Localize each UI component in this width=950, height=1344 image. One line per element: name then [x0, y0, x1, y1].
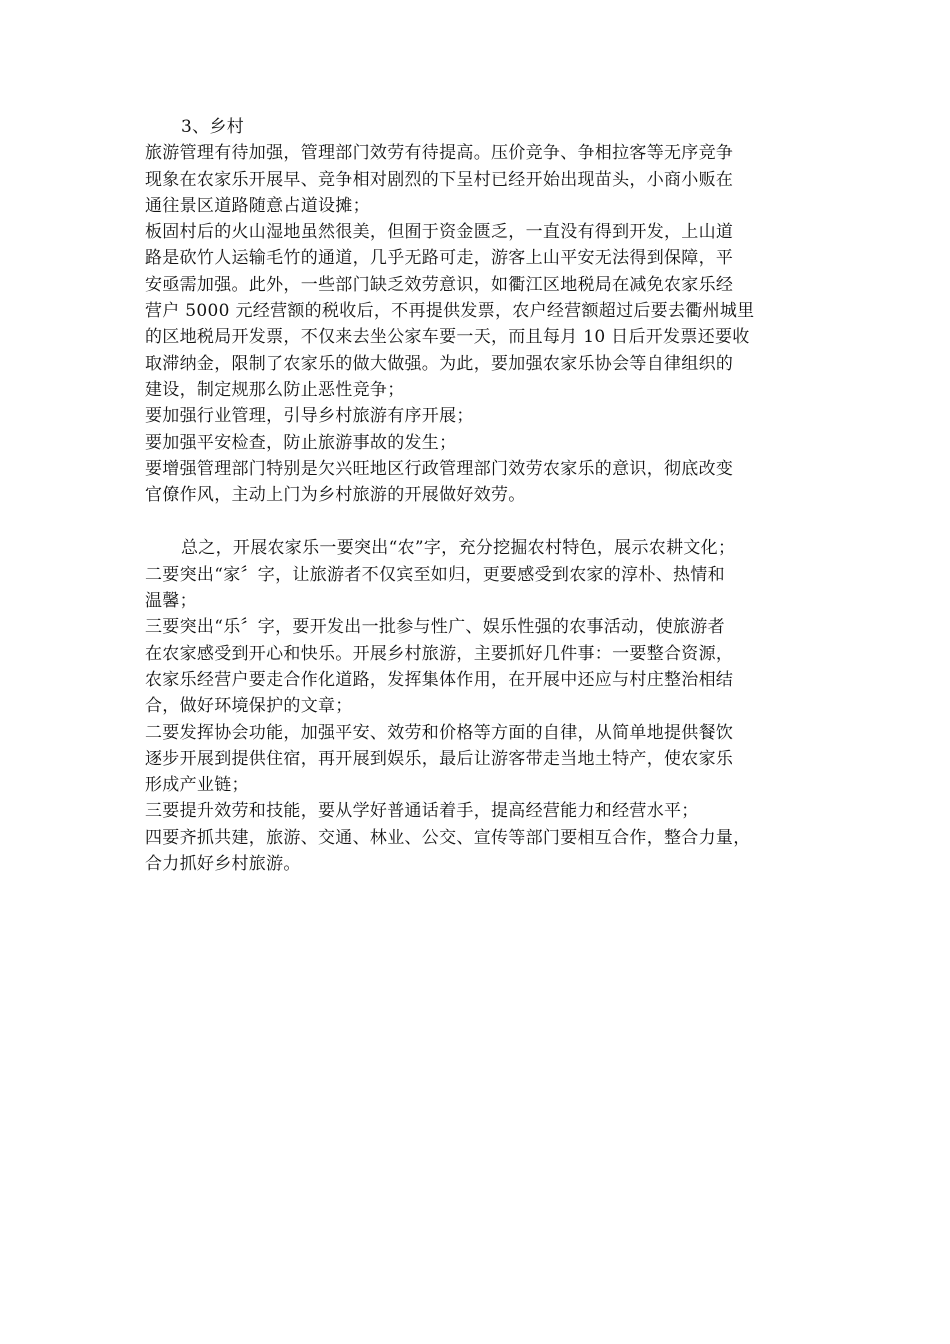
section-rural-tourism-management — [145, 114, 810, 508]
text-line: 三要突出“乐〞字，要开发出一批参与性广、娱乐性强的农事活动，使旅游者 — [145, 617, 725, 638]
text-line: 总之，开展农家乐一要突出“农”字，充分挖掘农村特色，展示农耕文化； — [181, 538, 736, 559]
text-line: 合，做好环境保护的文章； — [145, 696, 353, 717]
text-line: 路是砍竹人运输毛竹的通道，几乎无路可走，游客上山平安无法得到保障，平 — [145, 248, 734, 269]
paragraph-gap — [145, 508, 810, 535]
text-line: 二要突出“家〞字，让旅游者不仅宾至如归，更要感受到农家的淳朴、热情和 — [145, 564, 725, 585]
text-line: 形成产业链； — [145, 775, 249, 796]
text-line: 的区地税局开发票，不仅来去坐公家车要一天，而且每月 10 日后开发票还要收 — [145, 327, 750, 348]
text-line: 安亟需加强。此外，一些部门缺乏效劳意识，如衢江区地税局在减免农家乐经 — [145, 274, 734, 295]
text-line: 取滞纳金，限制了农家乐的做大做强。为此，要加强农家乐协会等自律组织的 — [145, 353, 734, 374]
text-line: 通往景区道路随意占道设摊； — [145, 195, 370, 216]
text-line: 旅游管理有待加强，管理部门效劳有待提高。压价竞争、争相拉客等无序竞争 — [145, 143, 734, 164]
text-line: 建设，制定规那么防止恶性竞争； — [145, 379, 405, 400]
text-line: 现象在农家乐开展早、竞争相对剧烈的下呈村已经开始出现苗头，小商小贩在 — [145, 169, 734, 190]
text-line: 农家乐经营户要走合作化道路，发挥集体作用，在开展中还应与村庄整治相结 — [145, 669, 734, 690]
text-line: 二要发挥协会功能，加强平安、效劳和价格等方面的自律，从简单地提供餐饮 — [145, 722, 734, 743]
text-line: 四要齐抓共建，旅游、交通、林业、公交、宣传等部门要相互合作，整合力量， — [145, 827, 751, 848]
text-line: 板固村后的火山湿地虽然很美，但囿于资金匮乏，一直没有得到开发，上山道 — [145, 222, 734, 243]
section-conclusion — [145, 535, 810, 877]
text-line: 合力抓好乡村旅游。 — [145, 854, 301, 875]
document-body — [145, 114, 810, 877]
text-line: 要增强管理部门特别是欠兴旺地区行政管理部门效劳农家乐的意识，彻底改变 — [145, 458, 734, 479]
text-line: 官僚作风，主动上门为乡村旅游的开展做好效劳。 — [145, 485, 526, 506]
text-line: 要加强平安检查，防止旅游事故的发生； — [145, 432, 457, 453]
text-line: 温馨； — [145, 591, 197, 612]
text-line: 三要提升效劳和技能，要从学好普通话着手，提高经营能力和经营水平； — [145, 801, 699, 822]
text-line: 营户 5000 元经营额的税收后，不再提供发票，农户经营额超过后要去衢州城里 — [145, 301, 755, 322]
text-line: 在农家感受到开心和快乐。开展乡村旅游，主要抓好几件事：一要整合资源， — [145, 643, 734, 664]
text-line: 要加强行业管理，引导乡村旅游有序开展； — [145, 406, 474, 427]
text-line: 逐步开展到提供住宿，再开展到娱乐，最后让游客带走当地土特产，使农家乐 — [145, 748, 734, 769]
section-heading: 3、乡村 — [181, 117, 245, 137]
